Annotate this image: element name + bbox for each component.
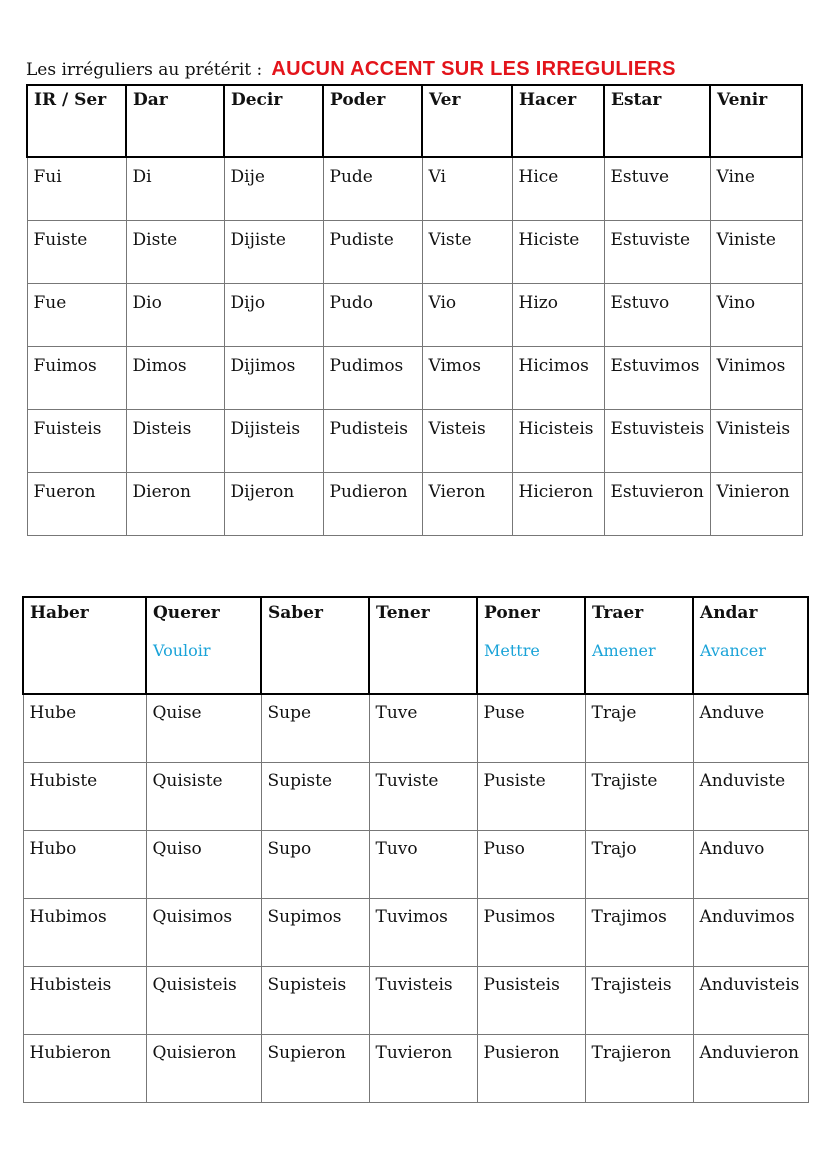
conjugation-cell: Trajimos [585,898,693,966]
conjugation-cell: Estuve [604,157,710,220]
conjugation-cell: Vino [710,283,802,346]
table-row [23,966,808,1034]
conjugation-cell: Dijeron [224,472,323,535]
conjugation-cell: Trajisteis [585,966,693,1034]
conjugation-cell: Quisieron [146,1034,261,1102]
header-haber [23,597,146,694]
verb-label: Poner [484,603,540,623]
conjugation-cell: Quiso [146,830,261,898]
conjugation-cell: Hice [512,157,604,220]
conjugation-cell: Tuvisteis [369,966,477,1034]
conjugation-cell: Trajiste [585,762,693,830]
header-dar: Dar [126,85,224,157]
conjugation-cell: Pudisteis [323,409,422,472]
conjugation-cell: Traje [585,694,693,762]
heading-intro: Les irréguliers au prétérit : [26,60,263,80]
table-row [27,472,802,535]
header-tener [369,597,477,694]
conjugation-cell: Fue [27,283,126,346]
table-row [23,830,808,898]
table-row [23,898,808,966]
table-row [27,157,802,220]
conjugation-cell: Dijisteis [224,409,323,472]
conjugation-cell: Vieron [422,472,512,535]
conjugation-cell: Fui [27,157,126,220]
conjugation-cell: Di [126,157,224,220]
conjugation-cell: Fuiste [27,220,126,283]
conjugation-cell: Hubieron [23,1034,146,1102]
conjugation-cell: Pusimos [477,898,585,966]
conjugation-cell: Dieron [126,472,224,535]
conjugation-cell: Vi [422,157,512,220]
conjugation-cell: Estuviste [604,220,710,283]
header-ir-ser: IR / Ser [27,85,126,157]
verb-label: Tener [376,603,430,623]
table-header-row [27,85,802,157]
preterite-table-1 [26,84,803,536]
header-estar: Estar [604,85,710,157]
header-saber [261,597,369,694]
conjugation-cell: Viniste [710,220,802,283]
conjugation-cell: Tuve [369,694,477,762]
verb-label: Querer [153,603,220,623]
table-row [27,346,802,409]
table-row [23,1034,808,1102]
conjugation-cell: Viste [422,220,512,283]
verb-label: Traer [592,603,644,623]
conjugation-cell: Hube [23,694,146,762]
conjugation-cell: Estuvisteis [604,409,710,472]
header-venir: Venir [710,85,802,157]
conjugation-cell: Quisiste [146,762,261,830]
conjugation-cell: Vio [422,283,512,346]
conjugation-cell: Hubo [23,830,146,898]
conjugation-cell: Supimos [261,898,369,966]
conjugation-cell: Supieron [261,1034,369,1102]
conjugation-cell: Anduvieron [693,1034,808,1102]
conjugation-cell: Estuvieron [604,472,710,535]
conjugation-cell: Pude [323,157,422,220]
conjugation-cell: Tuvieron [369,1034,477,1102]
conjugation-cell: Pusiste [477,762,585,830]
conjugation-cell: Anduvo [693,830,808,898]
table-row [27,409,802,472]
table-header-row [23,597,808,694]
verb-label: Haber [30,603,89,623]
conjugation-cell: Hubiste [23,762,146,830]
conjugation-cell: Quise [146,694,261,762]
heading-warning: AUCUN ACCENT SUR LES IRREGULIERS [271,58,676,80]
conjugation-cell: Quisisteis [146,966,261,1034]
conjugation-cell: Vinimos [710,346,802,409]
conjugation-cell: Hicisteis [512,409,604,472]
header-decir: Decir [224,85,323,157]
conjugation-cell: Visteis [422,409,512,472]
conjugation-cell: Dijo [224,283,323,346]
conjugation-cell: Supe [261,694,369,762]
translation-label: Amener [592,641,656,660]
conjugation-cell: Tuvimos [369,898,477,966]
conjugation-cell: Supiste [261,762,369,830]
conjugation-cell: Hicieron [512,472,604,535]
header-querer [146,597,261,694]
table-row [23,762,808,830]
verb-label: Saber [268,603,323,623]
conjugation-cell: Vimos [422,346,512,409]
conjugation-cell: Vinisteis [710,409,802,472]
conjugation-cell: Vine [710,157,802,220]
conjugation-cell: Dijiste [224,220,323,283]
conjugation-cell: Dio [126,283,224,346]
conjugation-cell: Estuvimos [604,346,710,409]
conjugation-cell: Supo [261,830,369,898]
conjugation-cell: Dije [224,157,323,220]
conjugation-cell: Vinieron [710,472,802,535]
conjugation-cell: Diste [126,220,224,283]
header-poder: Poder [323,85,422,157]
conjugation-cell: Hiciste [512,220,604,283]
conjugation-cell: Trajieron [585,1034,693,1102]
conjugation-cell: Anduviste [693,762,808,830]
table-row [27,220,802,283]
conjugation-cell: Hubisteis [23,966,146,1034]
conjugation-cell: Pusisteis [477,966,585,1034]
translation-label: Avancer [700,641,766,660]
conjugation-cell: Pudiste [323,220,422,283]
conjugation-cell: Fueron [27,472,126,535]
conjugation-cell: Dimos [126,346,224,409]
translation-label: Mettre [484,641,540,660]
conjugation-cell: Estuvo [604,283,710,346]
conjugation-cell: Tuvo [369,830,477,898]
header-hacer: Hacer [512,85,604,157]
table-row [23,694,808,762]
header-andar [693,597,808,694]
conjugation-cell: Supisteis [261,966,369,1034]
header-poner [477,597,585,694]
header-ver: Ver [422,85,512,157]
conjugation-cell: Quisimos [146,898,261,966]
conjugation-cell: Fuimos [27,346,126,409]
conjugation-cell: Puso [477,830,585,898]
preterite-table-2 [22,596,809,1103]
table-row [27,283,802,346]
conjugation-cell: Anduvisteis [693,966,808,1034]
conjugation-cell: Dijimos [224,346,323,409]
conjugation-cell: Pusieron [477,1034,585,1102]
conjugation-cell: Disteis [126,409,224,472]
conjugation-cell: Trajo [585,830,693,898]
header-traer [585,597,693,694]
conjugation-cell: Hizo [512,283,604,346]
conjugation-cell: Hicimos [512,346,604,409]
conjugation-cell: Pudieron [323,472,422,535]
conjugation-cell: Tuviste [369,762,477,830]
translation-label: Vouloir [153,641,211,660]
conjugation-cell: Anduvimos [693,898,808,966]
verb-label: Andar [700,603,758,623]
conjugation-cell: Fuisteis [27,409,126,472]
conjugation-cell: Puse [477,694,585,762]
conjugation-cell: Anduve [693,694,808,762]
page-heading [26,58,676,84]
conjugation-cell: Hubimos [23,898,146,966]
conjugation-cell: Pudo [323,283,422,346]
conjugation-cell: Pudimos [323,346,422,409]
